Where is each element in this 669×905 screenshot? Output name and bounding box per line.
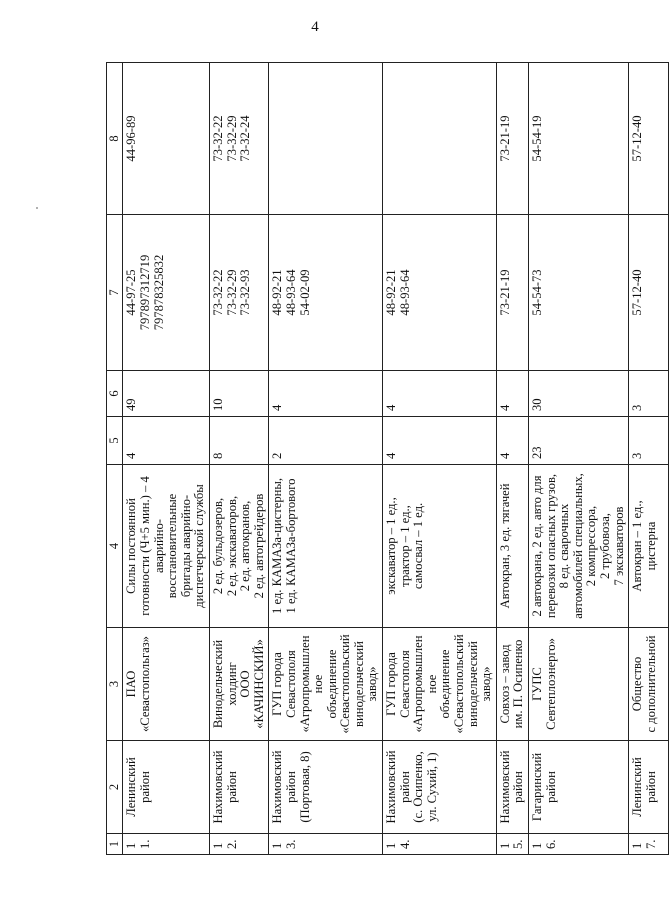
table-body xyxy=(107,63,669,855)
table-row xyxy=(209,63,268,855)
cell-line: 2 ед. бульдозеров, xyxy=(210,497,225,595)
cell-line: диспетчерской службы xyxy=(192,484,207,608)
cell-line: «Севастопольский xyxy=(338,634,353,734)
phone-cell xyxy=(629,215,669,371)
cell-line: ГУП города xyxy=(384,652,399,716)
cell-line: Нахимовский район xyxy=(384,750,412,824)
count-cell: 23 xyxy=(529,417,629,465)
row-number: 13. xyxy=(269,834,383,855)
cell-line: готовности (Ч+5 мин.) – 4 xyxy=(137,476,152,616)
row-number: 14. xyxy=(383,834,497,855)
page-number: 4 xyxy=(311,19,319,35)
cell-line: 73-21-19 xyxy=(497,115,512,162)
cell-line: Нахимовский район xyxy=(270,750,298,824)
cell-line: винодельческий завод» xyxy=(465,641,494,727)
organization-cell xyxy=(629,628,669,741)
count-cell: 49 xyxy=(123,371,210,417)
cell-line: 73-21-19 xyxy=(497,269,512,316)
count-cell: 4 xyxy=(496,417,528,465)
count-cell: 4 xyxy=(496,371,528,417)
cell-line: (Портовая, 8) xyxy=(297,751,312,823)
cell-line: 2 компрессора, xyxy=(584,505,599,587)
cell-line: ул. Сухий, 1) xyxy=(424,752,439,822)
cell-line: перевозки опасных грузов, xyxy=(543,473,558,619)
cell-line: 2 автокрана, 2 ед. авто для xyxy=(530,475,545,617)
district-cell xyxy=(123,741,210,834)
cell-line: 48-93-64 xyxy=(283,269,298,316)
phone-cell xyxy=(496,215,528,371)
organization-cell xyxy=(383,628,497,741)
cell-line: «Севастопольский xyxy=(452,634,467,734)
cell-line: 44-96-89 xyxy=(124,115,139,162)
rotated-table-container xyxy=(106,63,658,855)
cell-line: Нахимовский район xyxy=(497,750,526,824)
phone-cell xyxy=(529,215,629,371)
cell-line: 57-12-40 xyxy=(630,269,645,316)
cell-line: Силы постоянной xyxy=(124,498,139,594)
header-row xyxy=(107,63,123,855)
count-cell: 3 xyxy=(629,417,669,465)
cell-line: Общество xyxy=(630,656,645,712)
phone-cell xyxy=(209,63,268,215)
cell-line: 8 ед. сварочных xyxy=(557,503,572,589)
count-cell: 4 xyxy=(123,417,210,465)
cell-line: им. П. Осипенко xyxy=(511,639,526,729)
cell-line: Совхоз – завод xyxy=(497,644,512,724)
phone-cell xyxy=(383,215,497,371)
table-row xyxy=(496,63,528,855)
header-cell: 1 xyxy=(107,834,123,855)
cell-line: 2 ед. экскаваторов, xyxy=(224,495,239,597)
cell-line: Винодельческий xyxy=(210,639,225,729)
row-number: 11. xyxy=(123,834,210,855)
scan-speck xyxy=(36,207,38,209)
cell-line: ПАО «Севастопольгаз» xyxy=(124,636,152,732)
phone-cell xyxy=(269,215,383,371)
district-cell xyxy=(209,741,268,834)
district-cell xyxy=(629,741,669,834)
equipment-table xyxy=(106,62,669,855)
cell-line: 73-32-22 xyxy=(210,269,225,316)
count-cell: 4 xyxy=(383,371,497,417)
cell-line: 73-32-93 xyxy=(238,269,253,316)
cell-line: 7 экскаваторов xyxy=(611,506,626,586)
table-row xyxy=(629,63,669,855)
cell-line: аварийно- xyxy=(151,519,166,573)
equipment-cell xyxy=(383,465,497,628)
cell-line: «Агропромышленное xyxy=(297,635,326,733)
cell-line: Севтеплоэнерго» xyxy=(543,638,558,730)
equipment-cell xyxy=(496,465,528,628)
count-cell: 4 xyxy=(269,371,383,417)
cell-line: винодельческий завод» xyxy=(351,641,380,727)
organization-cell xyxy=(496,628,528,741)
cell-line: 73-32-24 xyxy=(238,115,253,162)
count-cell: 2 xyxy=(269,417,383,465)
phone-cell xyxy=(529,63,629,215)
district-cell xyxy=(383,741,497,834)
table-row xyxy=(529,63,629,855)
equipment-cell xyxy=(123,465,210,628)
count-cell: 3 xyxy=(629,371,669,417)
equipment-cell xyxy=(529,465,629,628)
cell-line: Автокран – 1 ед., xyxy=(630,500,645,592)
header-cell: 6 xyxy=(107,371,123,417)
district-cell xyxy=(496,741,528,834)
cell-line: самосвал – 1 ед. xyxy=(411,502,426,590)
phone-cell xyxy=(269,63,383,215)
cell-line: 79789731271​9 xyxy=(137,254,152,331)
table-row xyxy=(269,63,383,855)
organization-cell xyxy=(123,628,210,741)
phone-cell xyxy=(383,63,497,215)
phone-cell xyxy=(123,63,210,215)
count-cell: 30 xyxy=(529,371,629,417)
equipment-cell xyxy=(269,465,383,628)
cell-line: 1 ед. КАМАЗа-бортового xyxy=(283,478,298,614)
cell-line: 54-02-09 xyxy=(297,269,312,316)
cell-line: 54-54-73 xyxy=(530,269,545,316)
cell-line: 44-97-25 xyxy=(124,269,139,316)
cell-line: экскаватор – 1 ед., xyxy=(384,497,399,595)
cell-line: 73-32-29 xyxy=(224,115,239,162)
cell-line: 57-12-40 xyxy=(630,115,645,162)
cell-line: объединение xyxy=(324,649,339,719)
cell-line: 48-92-21 xyxy=(270,269,285,316)
phone-cell xyxy=(209,215,268,371)
organization-cell xyxy=(209,628,268,741)
phone-cell xyxy=(629,63,669,215)
cell-line: холдинг xyxy=(224,662,239,706)
cell-line: Автокран, 3 ед. тягачей xyxy=(497,483,512,609)
row-number: 12. xyxy=(209,834,268,855)
header-cell: 4 xyxy=(107,465,123,628)
cell-line: 2 ед. автогрейдеров xyxy=(251,493,266,599)
district-cell xyxy=(529,741,629,834)
cell-line: 73-32-29 xyxy=(224,269,239,316)
cell-line: Ленинский район xyxy=(124,757,152,817)
header-cell: 3 xyxy=(107,628,123,741)
row-number: 17. xyxy=(629,834,669,855)
table-row xyxy=(123,63,210,855)
row-number: 16. xyxy=(529,834,629,855)
cell-line: ГУП города xyxy=(270,652,285,716)
cell-line: 48-92-21 xyxy=(384,269,399,316)
cell-line: бригады аварийно- xyxy=(178,494,193,598)
cell-line: 48-93-64 xyxy=(397,269,412,316)
cell-line: (с. Осипенко, xyxy=(411,751,426,823)
organization-cell xyxy=(529,628,629,741)
cell-line: 54-54-19 xyxy=(530,115,545,162)
cell-line: 2 трубовоза, xyxy=(597,513,612,579)
phone-cell xyxy=(496,63,528,215)
count-cell: 8 xyxy=(209,417,268,465)
cell-line: ГУПС xyxy=(530,667,545,701)
cell-line: цистерна xyxy=(643,521,658,571)
header-cell: 8 xyxy=(107,63,123,215)
cell-line: объединение xyxy=(438,649,453,719)
cell-line: 79787832583​2 xyxy=(151,254,166,331)
organization-cell xyxy=(269,628,383,741)
cell-line: 1 ед. КАМАЗа-цистерны, xyxy=(270,478,285,614)
cell-line: Гагаринский район xyxy=(530,752,558,822)
cell-line: Севастополя xyxy=(283,650,298,718)
cell-line: с дополнительной xyxy=(643,635,658,733)
equipment-cell xyxy=(209,465,268,628)
cell-line: трактор – 1 ед., xyxy=(397,505,412,587)
cell-line: Нахимовский район xyxy=(210,750,239,824)
row-number: 15. xyxy=(496,834,528,855)
header-cell: 7 xyxy=(107,215,123,371)
cell-line: «Агропромышленное xyxy=(411,635,439,733)
header-cell: 2 xyxy=(107,741,123,834)
cell-line: Ленинский район xyxy=(630,757,658,817)
cell-line: восстановительные xyxy=(165,493,180,599)
cell-line: Севастополя xyxy=(397,650,412,718)
cell-line: 2 ед. автокранов, xyxy=(238,500,253,592)
cell-line: автомобилей специальных, xyxy=(570,473,585,619)
phone-cell xyxy=(123,215,210,371)
district-cell xyxy=(269,741,383,834)
header-cell: 5 xyxy=(107,417,123,465)
count-cell: 10 xyxy=(209,371,268,417)
table-row xyxy=(383,63,497,855)
cell-line: ООО «КАЧИНСКИЙ» xyxy=(238,639,266,729)
count-cell: 4 xyxy=(383,417,497,465)
cell-line: 73-32-22 xyxy=(210,115,225,162)
equipment-cell xyxy=(629,465,669,628)
